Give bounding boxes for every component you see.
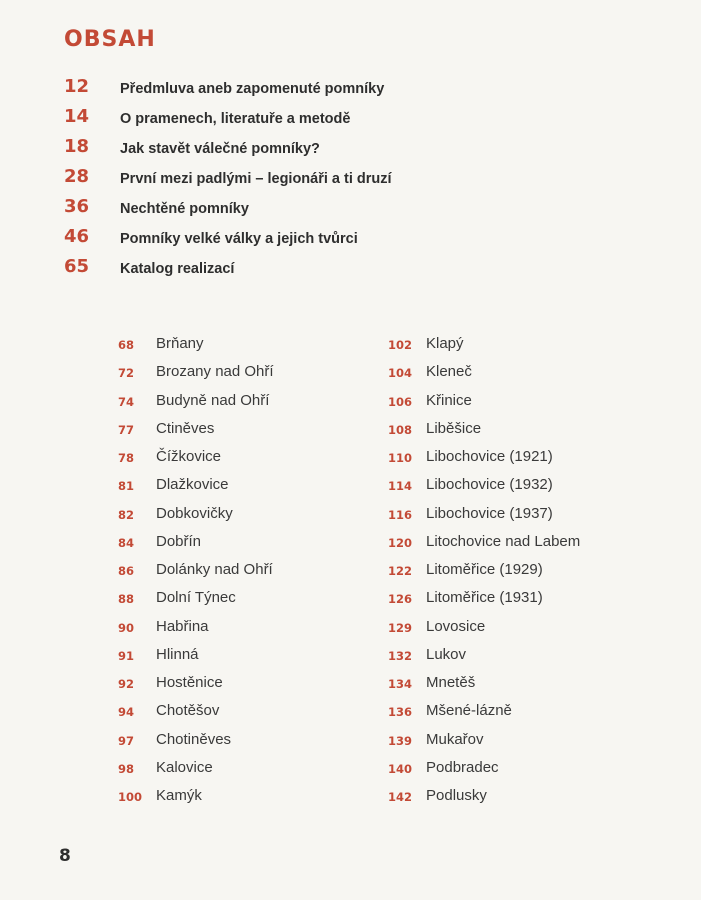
catalog-page-number: 106 bbox=[388, 394, 413, 409]
toc-entry[interactable] bbox=[64, 136, 624, 166]
catalog-place-name: Hostěnice bbox=[156, 674, 223, 691]
catalog-page-number: 120 bbox=[388, 535, 413, 550]
catalog-entry[interactable] bbox=[388, 333, 648, 361]
catalog-place-name: Brozany nad Ohří bbox=[156, 363, 274, 381]
catalog-place-name: Dolní Týnec bbox=[156, 589, 236, 607]
catalog-entry[interactable] bbox=[118, 785, 338, 813]
catalog-entry[interactable] bbox=[118, 446, 338, 474]
catalog-page-number: 94 bbox=[118, 705, 135, 720]
catalog-entry[interactable] bbox=[388, 587, 648, 615]
catalog-place-name: Liběšice bbox=[426, 419, 482, 437]
catalog-entry[interactable] bbox=[388, 729, 648, 757]
catalog-entry[interactable] bbox=[388, 418, 648, 446]
catalog-page-number: 92 bbox=[118, 677, 135, 691]
catalog-entry[interactable] bbox=[118, 390, 338, 418]
catalog-entry[interactable] bbox=[118, 757, 338, 785]
catalog-place-name: Podbradec bbox=[426, 758, 499, 776]
catalog-entry[interactable] bbox=[118, 559, 338, 587]
toc-page-number: 18 bbox=[64, 136, 90, 157]
catalog-page-number: 86 bbox=[118, 564, 135, 578]
toc-page-number: 28 bbox=[64, 166, 90, 187]
toc-entry[interactable] bbox=[64, 196, 624, 226]
catalog-entry[interactable] bbox=[118, 700, 338, 728]
catalog-place-name: Kalovice bbox=[156, 758, 213, 776]
toc-page-number: 46 bbox=[64, 226, 90, 247]
toc-chapter-title: Nechtěné pomníky bbox=[120, 201, 249, 217]
toc-page-number: 14 bbox=[64, 106, 90, 127]
catalog-page-number: 139 bbox=[388, 733, 413, 748]
catalog-place-name: Brňany bbox=[156, 335, 204, 352]
catalog-page-number: 84 bbox=[118, 535, 135, 550]
catalog-entry[interactable] bbox=[388, 390, 648, 418]
catalog-place-name: Dlažkovice bbox=[156, 476, 229, 494]
catalog-place-name: Ctiněves bbox=[156, 419, 215, 437]
catalog-page-number: 142 bbox=[388, 790, 413, 804]
catalog-entry[interactable] bbox=[388, 531, 648, 559]
catalog-entry[interactable] bbox=[388, 559, 648, 587]
catalog-place-name: Litochovice nad Labem bbox=[426, 532, 581, 550]
catalog-place-name: Čížkovice bbox=[156, 448, 222, 465]
catalog-page-number: 77 bbox=[118, 422, 135, 437]
catalog-place-name: Lukov bbox=[426, 645, 467, 663]
catalog-page-number: 104 bbox=[388, 366, 413, 381]
toc-chapter-title: Předmluva aneb zapomenuté pomníky bbox=[120, 81, 385, 97]
toc-chapter-title: Jak stavět válečné pomníky? bbox=[120, 141, 320, 157]
catalog-place-name: Libochovice (1921) bbox=[426, 448, 553, 465]
catalog-page-number: 100 bbox=[118, 790, 143, 804]
catalog-place-name: Podlusky bbox=[426, 787, 487, 804]
catalog-place-name: Hlinná bbox=[156, 645, 199, 663]
catalog-entry[interactable] bbox=[388, 616, 648, 644]
catalog-place-name: Habřina bbox=[156, 617, 209, 635]
page-number: 8 bbox=[59, 846, 71, 866]
toc-entry[interactable] bbox=[64, 166, 624, 196]
catalog-entry[interactable] bbox=[388, 446, 648, 474]
catalog-page-number: 116 bbox=[388, 507, 413, 522]
catalog-page-number: 114 bbox=[388, 479, 413, 494]
catalog-place-name: Dobkovičky bbox=[156, 504, 233, 522]
catalog-place-name: Klapý bbox=[426, 335, 464, 352]
catalog-entry[interactable] bbox=[118, 333, 338, 361]
catalog-entry[interactable] bbox=[118, 361, 338, 389]
catalog-place-name: Mšené-lázně bbox=[426, 702, 512, 720]
catalog-page-number: 82 bbox=[118, 507, 135, 522]
catalog-page-number: 74 bbox=[118, 394, 135, 409]
catalog-page-number: 132 bbox=[388, 648, 413, 663]
catalog-page-number: 102 bbox=[388, 338, 413, 352]
catalog-place-name: Lovosice bbox=[426, 617, 486, 635]
catalog-place-name: Kamýk bbox=[156, 787, 202, 804]
catalog-list-right bbox=[388, 333, 648, 813]
catalog-entry[interactable] bbox=[388, 474, 648, 502]
catalog-page-number: 136 bbox=[388, 705, 413, 720]
catalog-entry[interactable] bbox=[118, 587, 338, 615]
toc-chapter-title: První mezi padlými – legionáři a ti druzí bbox=[120, 171, 392, 187]
toc-page-number: 36 bbox=[64, 196, 90, 217]
catalog-entry[interactable] bbox=[118, 672, 338, 700]
catalog-place-name: Chotěšov bbox=[156, 702, 220, 720]
toc-chapter-title: Pomníky velké války a jejich tvůrci bbox=[120, 231, 358, 247]
catalog-place-name: Litoměřice (1929) bbox=[426, 561, 543, 578]
catalog-entry[interactable] bbox=[118, 729, 338, 757]
catalog-place-name: Litoměřice (1931) bbox=[426, 589, 543, 607]
catalog-entry[interactable] bbox=[118, 644, 338, 672]
main-table-of-contents bbox=[64, 76, 624, 286]
catalog-place-name: Kleneč bbox=[426, 363, 472, 381]
catalog-entry[interactable] bbox=[388, 644, 648, 672]
catalog-place-name: Dolánky nad Ohří bbox=[156, 561, 273, 578]
catalog-entry[interactable] bbox=[388, 503, 648, 531]
catalog-entry[interactable] bbox=[388, 785, 648, 813]
catalog-page-number: 90 bbox=[118, 620, 135, 635]
catalog-page-number: 72 bbox=[118, 366, 135, 381]
page-title: OBSAH bbox=[64, 27, 156, 52]
toc-entry[interactable] bbox=[64, 226, 624, 256]
catalog-entry[interactable] bbox=[118, 531, 338, 559]
catalog-page-number: 68 bbox=[118, 338, 135, 352]
catalog-page-number: 91 bbox=[118, 648, 135, 663]
catalog-page-number: 81 bbox=[118, 479, 135, 494]
catalog-page-number: 97 bbox=[118, 733, 135, 748]
toc-entry[interactable] bbox=[64, 256, 624, 286]
catalog-place-name: Křinice bbox=[426, 391, 472, 409]
catalog-entry[interactable] bbox=[118, 616, 338, 644]
toc-page-number: 12 bbox=[64, 76, 90, 97]
catalog-page-number: 98 bbox=[118, 761, 135, 776]
catalog-place-name: Mukařov bbox=[426, 730, 484, 748]
catalog-entry[interactable] bbox=[118, 503, 338, 531]
catalog-page-number: 88 bbox=[118, 592, 135, 607]
catalog-entry[interactable] bbox=[388, 672, 648, 700]
catalog-page-number: 78 bbox=[118, 451, 135, 465]
catalog-entry[interactable] bbox=[388, 361, 648, 389]
catalog-entry[interactable] bbox=[388, 757, 648, 785]
toc-chapter-title: O pramenech, literatuře a metodě bbox=[120, 111, 351, 127]
catalog-page-number: 140 bbox=[388, 761, 413, 776]
catalog-entry[interactable] bbox=[118, 418, 338, 446]
catalog-page-number: 108 bbox=[388, 422, 413, 437]
catalog-page-number: 110 bbox=[388, 451, 413, 465]
catalog-page-number: 126 bbox=[388, 592, 413, 607]
catalog-place-name: Libochovice (1932) bbox=[426, 476, 553, 494]
toc-entry[interactable] bbox=[64, 76, 624, 106]
catalog-page-number: 129 bbox=[388, 620, 413, 635]
catalog-place-name: Budyně nad Ohří bbox=[156, 391, 270, 409]
catalog-place-name: Mnetěš bbox=[426, 674, 476, 691]
catalog-list-left bbox=[118, 333, 338, 813]
catalog-entry[interactable] bbox=[388, 700, 648, 728]
catalog-page-number: 134 bbox=[388, 677, 413, 691]
catalog-place-name: Dobřín bbox=[156, 532, 202, 550]
catalog-entry[interactable] bbox=[118, 474, 338, 502]
toc-entry[interactable] bbox=[64, 106, 624, 136]
catalog-page-number: 122 bbox=[388, 564, 413, 578]
toc-chapter-title: Katalog realizací bbox=[120, 261, 235, 277]
catalog-place-name: Libochovice (1937) bbox=[426, 504, 553, 522]
toc-page-number: 65 bbox=[64, 256, 90, 277]
catalog-place-name: Chotiněves bbox=[156, 730, 232, 748]
